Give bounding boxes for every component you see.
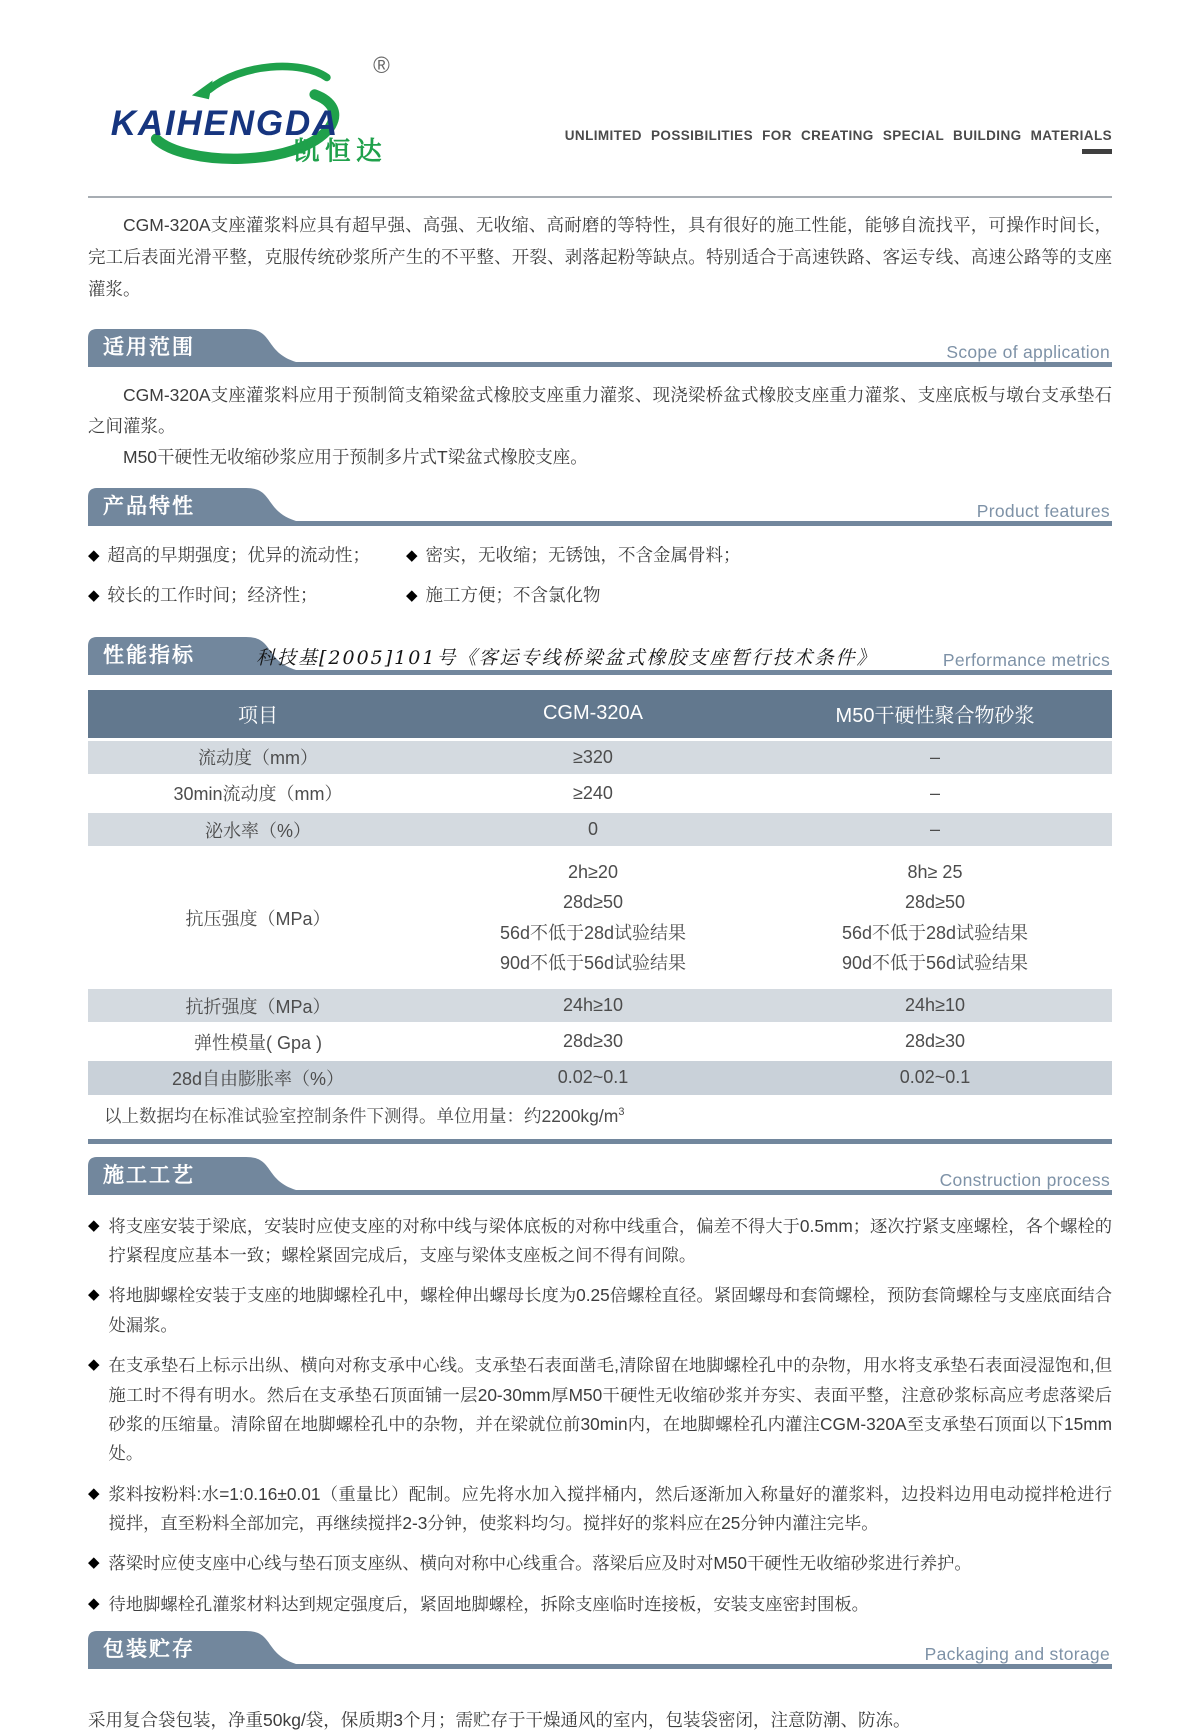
cgm-value: [428, 813, 758, 846]
company-tagline: UNLIMITED POSSIBILITIES FOR CREATING SPECIAL BUILDING MATERIALS: [564, 128, 1112, 143]
section-title-cn: 包装贮存: [103, 1638, 195, 1662]
page-header: [88, 52, 1112, 170]
feature-item: [406, 543, 741, 568]
performance-table: [88, 690, 1112, 1095]
row-label: 泌水率（%）: [204, 820, 311, 841]
m50-value: [758, 1061, 1112, 1094]
value-line: 0.02~0.1: [899, 1067, 971, 1088]
tagline-underline: [1082, 149, 1112, 154]
construction-step: [88, 1590, 1112, 1619]
section-title-en: Scope of application: [946, 341, 1110, 362]
construction-step: [88, 1549, 1112, 1578]
construction-steps: [88, 1200, 1112, 1620]
page: [88, 52, 1112, 1736]
m50-value: [758, 813, 1112, 846]
table-row: [88, 777, 1112, 810]
section-title-en: Product features: [976, 500, 1110, 521]
feature-text: 较长的工作时间；经济性；: [107, 585, 318, 606]
cgm-value: [428, 1061, 758, 1094]
construction-step-text: 待地脚螺栓孔灌浆材料达到规定强度后，紧固地脚螺栓，拆除支座临时连接板，安装支座密封围板。: [108, 1593, 869, 1614]
value-line: ≥320: [573, 746, 613, 767]
section-title-cn: 性能指标: [103, 643, 195, 667]
diamond-bullet-icon: ◆: [88, 587, 100, 605]
m50-value: [758, 1025, 1112, 1058]
logo-arrow-icon: [192, 80, 213, 99]
divider-bar: [88, 1139, 1112, 1144]
cgm-value: [428, 855, 758, 980]
row-label: 30min流动度（mm）: [173, 784, 343, 805]
value-line: 56d不低于28d试验结果: [499, 922, 687, 943]
scope-paragraph: CGM-320A支座灌浆料应用于预制简支箱梁盆式橡胶支座重力灌浆、现浇梁桥盆式橡胶支座重力灌浆、支座底板与墩台支承垫石之间灌浆。: [88, 384, 1112, 436]
value-line: 90d不低于56d试验结果: [841, 952, 1029, 973]
cgm-value: [428, 741, 758, 774]
diamond-bullet-icon: ◆: [88, 1286, 100, 1304]
construction-step: [88, 1212, 1112, 1271]
m50-value: [758, 989, 1112, 1022]
feature-item: [88, 583, 406, 608]
row-label: 流动度（mm）: [198, 748, 318, 769]
table-row: [88, 849, 1112, 986]
diamond-bullet-icon: ◆: [88, 1484, 100, 1502]
row-label: 28d自由膨胀率（%）: [171, 1069, 345, 1089]
section-header-scope: [88, 328, 1112, 372]
section-tab-shape: [88, 487, 1112, 531]
construction-step-text: 浆料按粉料:水=1:0.16±0.01（重量比）配制。应先将水加入搅拌桶内，然后逐渐加入称量好的灌浆料，边投料边用电动搅拌枪进行搅拌，直至粉料全部加完，再继续搅拌2-3分钟，使浆料均匀。搅拌好的浆料应在25分钟内灌注完毕。: [108, 1483, 1112, 1534]
table-row: [88, 1025, 1112, 1058]
diamond-bullet-icon: ◆: [88, 1554, 100, 1572]
row-label: 抗折强度（MPa）: [185, 996, 331, 1017]
value-line: 0.02~0.1: [557, 1067, 629, 1088]
construction-step-text: 在支承垫石上标示出纵、横向对称支承中心线。支承垫石表面凿毛,清除留在地脚螺栓孔中的杂物，用水将支承垫石表面浸湿饱和,但施工时不得有明水。然后在支承垫石顶面铺一层20-30mm厚M50干硬性无收缩砂浆并夯实、表面平整，注意砂浆标高应考虑落梁后砂浆的压缩量。清除留在地脚螺栓孔中的杂物，并在梁就位前30min内，在地脚螺栓孔内灌注CGM-320A至支承垫石顶面以下15mm处。: [108, 1355, 1112, 1464]
cgm-value: [428, 777, 758, 810]
table-header-cell: 项目: [238, 705, 278, 728]
table-row: [88, 741, 1112, 774]
section-title-en: Performance metrics: [942, 649, 1110, 670]
company-logo: [88, 52, 428, 170]
feature-list: [88, 531, 1112, 624]
value-line: –: [929, 746, 940, 767]
diamond-bullet-icon: ◆: [88, 546, 100, 564]
diamond-bullet-icon: ◆: [88, 1356, 100, 1374]
feature-column: [406, 543, 741, 624]
brand-name-en: KAIHENGDA: [110, 104, 338, 144]
row-label: 弹性模量( Gpa ): [193, 1032, 322, 1053]
value-line: –: [929, 782, 940, 803]
scope-paragraphs: [88, 372, 1112, 473]
registered-mark-icon: ®: [373, 52, 390, 78]
m50-value: [758, 855, 1112, 980]
cgm-value: [428, 989, 758, 1022]
tagline-block: [565, 127, 1112, 154]
section-header-performance: [88, 636, 1112, 680]
value-line: 28d≥50: [563, 892, 623, 913]
section-title-cn: 适用范围: [103, 335, 195, 359]
diamond-bullet-icon: ◆: [88, 1594, 100, 1612]
construction-step-text: 将支座安装于梁底，安装时应使支座的对称中线与梁体底板的对称中线重合，偏差不得大于0.5mm；逐次拧紧支座螺栓，各个螺栓的拧紧程度应基本一致；螺栓紧固完成后，支座与梁体支座板之间不得有间隙。: [108, 1215, 1112, 1265]
diamond-bullet-icon: ◆: [406, 587, 418, 605]
feature-text: 超高的早期强度；优异的流动性；: [107, 544, 371, 565]
section-header-features: [88, 487, 1112, 531]
table-note-sup: 3: [618, 1105, 625, 1118]
row-label: 抗压强度（MPa）: [185, 908, 331, 929]
value-line: 28d≥30: [563, 1031, 623, 1052]
scope-paragraph: M50干硬性无收缩砂浆应用于预制多片式T梁盆式橡胶支座。: [123, 446, 588, 467]
table-note: [88, 1103, 1112, 1128]
value-line: 2h≥20: [568, 862, 618, 883]
table-row: [88, 1061, 1112, 1094]
diamond-bullet-icon: ◆: [406, 546, 418, 564]
value-line: 56d不低于28d试验结果: [841, 922, 1029, 943]
intro-paragraph: CGM-320A支座灌浆料应具有超早强、高强、无收缩、高耐磨的等特性，具有很好的施工性能，能够自流找平，可操作时间长，完工后表面光滑平整，克服传统砂浆所产生的不平整、开裂、剥落起粉等缺点。特别适合于高速铁路、客运专线、高速公路等的支座灌浆。: [88, 196, 1112, 306]
value-line: 28d≥50: [905, 892, 965, 913]
brand-name-cn: 凯恒达: [293, 137, 388, 166]
construction-step: [88, 1281, 1112, 1340]
section-header-construction: [88, 1156, 1112, 1200]
value-line: 8h≥ 25: [907, 862, 963, 883]
feature-item: [406, 583, 741, 608]
m50-value: [758, 777, 1112, 810]
value-line: 24h≥10: [563, 995, 623, 1016]
feature-text: 施工方便；不含氯化物: [425, 585, 601, 606]
value-line: ≥240: [573, 782, 613, 803]
table-row: [88, 813, 1112, 846]
table-note-text: 以上数据均在标准试验室控制条件下测得。单位用量：约2200kg/m: [104, 1105, 619, 1126]
value-line: 28d≥30: [905, 1031, 965, 1052]
section-title-cn: 产品特性: [103, 494, 195, 518]
feature-text: 密实，无收缩；无锈蚀，不含金属骨料；: [425, 544, 741, 565]
value-line: 90d不低于56d试验结果: [499, 952, 687, 973]
construction-step-text: 落梁时应使支座中心线与垫石顶支座纵、横向对称中心线重合。落梁后应及时对M50干硬性无收缩砂浆进行养护。: [108, 1553, 972, 1574]
section-title-cn: 施工工艺: [103, 1163, 195, 1187]
construction-step: [88, 1351, 1112, 1469]
value-line: –: [929, 819, 940, 840]
m50-value: [758, 741, 1112, 774]
standard-reference: 科技基[2005]101号《客运专线桥梁盆式橡胶支座暂行技术条件》: [256, 646, 878, 669]
construction-step: [88, 1480, 1112, 1539]
table-row: [88, 989, 1112, 1022]
table-header-row: [88, 690, 1112, 738]
section-title-en: Construction process: [939, 1169, 1110, 1190]
packaging-paragraph: 采用复合袋包装，净重50kg/袋，保质期3个月；需贮存于干燥通风的室内，包装袋密闭，注意防潮、防冻。: [88, 1709, 911, 1730]
section-header-packaging: [88, 1630, 1112, 1674]
table-header-cell: CGM-320A: [542, 702, 644, 725]
diamond-bullet-icon: ◆: [88, 1216, 100, 1234]
feature-item: [88, 543, 406, 568]
construction-step-text: 将地脚螺栓安装于支座的地脚螺栓孔中，螺栓伸出螺母长度为0.25倍螺栓直径。紧固螺母和套筒螺栓，预防套筒螺栓与支座底面结合处漏浆。: [108, 1285, 1112, 1335]
cgm-value: [428, 1025, 758, 1058]
table-header-cell: M50干硬性聚合物砂浆: [835, 705, 1035, 728]
section-title-en: Packaging and storage: [924, 1644, 1110, 1665]
value-line: 0: [587, 819, 598, 840]
value-line: 24h≥10: [905, 995, 965, 1016]
logo-swoosh-top-icon: [209, 66, 327, 89]
feature-column: [88, 543, 406, 624]
